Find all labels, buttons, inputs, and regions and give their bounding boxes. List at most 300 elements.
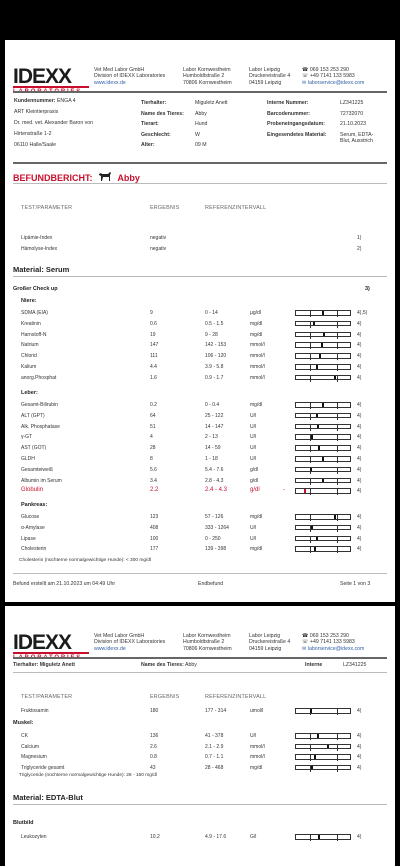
result-row bbox=[5, 341, 395, 350]
row-result: 43 bbox=[150, 764, 156, 771]
row-note: 4) bbox=[357, 477, 362, 484]
result-row bbox=[5, 535, 395, 544]
site-kornwestheim-p2: Labor Kornwestheim Humboldtstraße 2 70806 Kornwestheim bbox=[183, 633, 232, 652]
result-marker bbox=[314, 547, 316, 551]
range-bar bbox=[295, 445, 351, 451]
animal-values: Miguletz Anett Abby Hund W 09 M bbox=[195, 100, 228, 148]
result-marker bbox=[327, 745, 329, 749]
range-limit bbox=[337, 375, 338, 382]
row-unit: U/l bbox=[250, 412, 257, 419]
row-reference: 1 - 18 bbox=[205, 456, 218, 462]
row-result: 0.6 bbox=[150, 320, 157, 327]
row-parameter: Gesamt-Bilirubin bbox=[21, 402, 58, 408]
footer-status: Endbefund bbox=[198, 581, 224, 587]
row-reference: 0.9 - 1.7 bbox=[205, 374, 224, 381]
range-limit bbox=[337, 424, 338, 431]
range-limit bbox=[337, 708, 338, 715]
result-row bbox=[5, 524, 395, 533]
row-parameter: AST (GOT) bbox=[21, 445, 47, 452]
range-limit bbox=[310, 402, 311, 409]
footer-page: Seite 1 von 3 bbox=[340, 581, 371, 587]
row-unit: mg/dl bbox=[250, 546, 263, 553]
range-limit bbox=[337, 456, 338, 463]
range-limit bbox=[310, 488, 311, 495]
p2-col-test: TEST/PARAMETER bbox=[21, 694, 73, 700]
range-bar bbox=[295, 467, 351, 473]
row-parameter: α-Amylase bbox=[21, 524, 45, 531]
range-bar bbox=[295, 332, 351, 338]
row-result: 136 bbox=[150, 733, 159, 739]
customer-block: Kundennummer: ENGA 4 ART Kleintierpraxis Dr. med. vet. Alexander Baron von Hirtenstraße 1-2 06110 Halle/Saale bbox=[14, 98, 94, 148]
row-result: 4 bbox=[150, 434, 153, 441]
range-bar bbox=[295, 514, 351, 520]
row-parameter: SDMA (EIA) bbox=[21, 310, 48, 316]
range-limit bbox=[310, 332, 311, 339]
result-row bbox=[5, 707, 395, 716]
result-row bbox=[5, 374, 395, 383]
result-row bbox=[5, 309, 395, 318]
range-limit bbox=[337, 332, 338, 339]
idexx-logo-p2: IDEXX bbox=[13, 634, 89, 662]
result-marker bbox=[334, 515, 336, 519]
result-marker bbox=[304, 489, 306, 493]
row-parameter: Lipämie-Index bbox=[21, 235, 53, 241]
range-bar bbox=[295, 364, 351, 370]
row-unit: mg/dl bbox=[250, 764, 263, 771]
footer-divider bbox=[13, 573, 387, 574]
range-limit bbox=[337, 754, 338, 761]
row-unit: mmol/l bbox=[250, 743, 265, 750]
check-note: 3) bbox=[365, 286, 370, 292]
row-reference: 14 - 147 bbox=[205, 423, 224, 430]
row-reference: 3.9 - 5.8 bbox=[205, 364, 224, 370]
site-leipzig-p2: Labor Leipzig Druckereistraße 4 04159 Leipzig bbox=[249, 633, 291, 652]
row-unit: mmol/l bbox=[250, 754, 265, 760]
range-limit bbox=[337, 467, 338, 474]
range-limit bbox=[337, 342, 338, 349]
report-title: BEFUNDBERICHT: Abby bbox=[13, 173, 140, 183]
title-divider bbox=[13, 183, 387, 184]
row-note: 4) bbox=[357, 320, 362, 327]
contact-info: ☎ 069 153 253 290 ☏ +49 7141 133 5983 ✉ laborservice@idexx.com bbox=[302, 67, 365, 86]
range-limit bbox=[337, 445, 338, 452]
range-bar bbox=[295, 402, 351, 408]
range-bar bbox=[295, 478, 351, 484]
row-note: 4) bbox=[357, 456, 362, 462]
range-limit bbox=[337, 765, 338, 772]
result-marker bbox=[322, 479, 324, 483]
range-limit bbox=[337, 402, 338, 409]
row-unit: U/l bbox=[250, 423, 257, 430]
row-reference: 25 - 122 bbox=[205, 412, 224, 419]
range-limit bbox=[310, 413, 311, 420]
row-note: 4) bbox=[357, 524, 362, 531]
row-unit: mg/dl bbox=[250, 320, 263, 327]
row-unit: U/l bbox=[250, 456, 257, 462]
p2-interne-label: Interne bbox=[305, 662, 323, 668]
row-note: 4) bbox=[357, 412, 362, 419]
site-leipzig: Labor Leipzig Druckereistraße 4 04159 Leipzig bbox=[249, 67, 291, 86]
row-result: 100 bbox=[150, 535, 159, 542]
result-row bbox=[5, 732, 395, 741]
range-bar bbox=[295, 321, 351, 327]
row-reference: 0 - 0.4 bbox=[205, 402, 220, 408]
range-limit bbox=[310, 364, 311, 371]
p2-blutbild: Blutbild bbox=[13, 820, 34, 826]
result-marker bbox=[318, 835, 320, 839]
row-result: 10.2 bbox=[150, 834, 160, 840]
result-row bbox=[5, 513, 395, 522]
row-note: 4) bbox=[357, 353, 362, 360]
row-reference: 333 - 1264 bbox=[205, 524, 229, 531]
row-result: 9 bbox=[150, 310, 153, 316]
row-parameter: Leukozyten bbox=[21, 834, 47, 840]
range-limit bbox=[310, 546, 311, 553]
result-marker bbox=[311, 435, 313, 439]
company-info: Vet Med Labor GmbH Division of IDEXX Laboratories www.idexx.de bbox=[94, 67, 166, 86]
row-unit: U/l bbox=[250, 434, 257, 441]
result-marker bbox=[310, 468, 312, 472]
row-unit: mg/dl bbox=[250, 514, 263, 520]
result-marker bbox=[316, 414, 318, 418]
p2-tierhalter: Tierhalter: Miguletz Anett bbox=[13, 662, 75, 668]
range-limit bbox=[310, 525, 311, 532]
result-marker bbox=[322, 403, 324, 407]
group-label: Niere: bbox=[21, 298, 37, 304]
header-divider-p2 bbox=[13, 657, 387, 659]
range-bar bbox=[295, 434, 351, 440]
row-result: 4.4 bbox=[150, 364, 157, 370]
phone-icon: ☎ bbox=[302, 67, 310, 73]
row-reference: 139 - 398 bbox=[205, 546, 227, 553]
row-note: 4) bbox=[357, 764, 362, 771]
range-limit bbox=[337, 353, 338, 360]
range-bar bbox=[295, 424, 351, 430]
range-limit bbox=[310, 834, 311, 841]
fax-icon: ☏ bbox=[302, 639, 310, 646]
row-reference: 0.5 - 1.5 bbox=[205, 320, 224, 327]
row-result: 111 bbox=[150, 353, 158, 360]
row-reference: 14 - 59 bbox=[205, 445, 221, 452]
result-row bbox=[5, 444, 395, 453]
range-limit bbox=[310, 342, 311, 349]
report-page-1 bbox=[5, 40, 395, 602]
row-reference: 0 - 250 bbox=[205, 535, 221, 542]
row-note: 4) bbox=[357, 708, 362, 714]
range-bar bbox=[295, 525, 351, 531]
range-limit bbox=[310, 456, 311, 463]
row-note: 4) bbox=[357, 733, 362, 739]
p2-col-ref: REFERENZINTERVALL bbox=[205, 694, 267, 700]
row-unit: mg/dl bbox=[250, 331, 263, 338]
range-bar bbox=[295, 342, 351, 348]
range-limit bbox=[310, 514, 311, 521]
row-note: 4) bbox=[357, 834, 362, 840]
group-label: Leber: bbox=[21, 390, 38, 396]
row-reference: 28 - 468 bbox=[205, 764, 224, 771]
sample-values: LZ341225 72732070 21.10.2023 Serum, EDTA- Blut, Ausstrich bbox=[340, 100, 374, 144]
result-marker bbox=[321, 343, 323, 347]
range-bar bbox=[295, 456, 351, 462]
row-note: 4) bbox=[357, 488, 362, 495]
result-row bbox=[5, 466, 395, 475]
result-marker bbox=[317, 425, 319, 429]
row-flag: - bbox=[283, 487, 285, 494]
contact-info-p2: ☎ 069 153 253 290 ☏ +49 7141 133 5983 ✉ laborservice@idexx.com bbox=[302, 633, 365, 652]
result-row bbox=[5, 477, 395, 486]
range-limit bbox=[337, 525, 338, 532]
range-limit bbox=[310, 434, 311, 441]
range-limit bbox=[337, 514, 338, 521]
range-limit bbox=[310, 353, 311, 360]
fax-icon: ☏ bbox=[302, 73, 310, 80]
phone-icon: ☎ bbox=[302, 633, 310, 639]
row-result: 0.8 bbox=[150, 754, 157, 760]
row-parameter: Triglyceride gesamt bbox=[21, 764, 65, 771]
report-page-2: IDEXX Vet Med Labor GmbH Division of IDEXX Laboratories www.idexx.de Labor Kornwestheim Humboldtstraße 2 70806 Kornwestheim Labor Leipzig Druckereistraße 4 04159 Leipzig ☎ 069 153 253 290 ☏ +49 7141 133 5983 ✉ laborservice@idexx.com Tierhalter: Miguletz Anett Name des Tieres: Abby Interne LZ341225 TEST/PARAMETER ERGEBNIS REFERENZINTERVALL Fruktosamin 180 177 - 314 umol/l 4) Muskel: CK 136 41 - 378 U/l 4) Calcium 2.6 2.1 - 2.9 mmol/l 4) Magnesium 0.8 0.7 - 1.1 mmol/l 4) Triglyceride gesamt 43 28 - 468 mg/dl 4) Triglyceride (nüchterne normalgewichtige Hunde): 28 - 150 mg/dl Material: EDTA-Blut Blutbild Leukozyten 10.2 4.9 - 17.6 G/l 4) bbox=[5, 606, 395, 866]
row-reference: 57 - 126 bbox=[205, 514, 224, 520]
p2-trig-note: Triglyceride (nüchterne normalgewichtige Hunde): 28 - 150 mg/dl bbox=[19, 773, 157, 778]
row-note: 4) bbox=[357, 743, 362, 750]
result-row bbox=[5, 545, 395, 554]
col-test: TEST/PARAMETER bbox=[21, 205, 73, 211]
range-limit bbox=[337, 834, 338, 841]
row-reference: 5.4 - 7.6 bbox=[205, 466, 224, 473]
result-row bbox=[5, 401, 395, 410]
range-bar bbox=[295, 310, 351, 316]
result-row bbox=[5, 433, 395, 442]
range-limit bbox=[337, 310, 338, 317]
range-limit bbox=[310, 424, 311, 431]
row-reference: 0 - 14 bbox=[205, 310, 218, 316]
row-unit: µg/dl bbox=[250, 310, 261, 316]
material-serum: Material: Serum bbox=[13, 265, 70, 274]
result-row bbox=[5, 320, 395, 329]
row-note: 1) bbox=[357, 235, 362, 241]
range-limit bbox=[310, 744, 311, 751]
row-parameter: Albumin im Serum bbox=[21, 477, 62, 484]
row-result: 180 bbox=[150, 708, 159, 714]
p2-interne: LZ341225 bbox=[343, 662, 367, 668]
row-unit: U/l bbox=[250, 733, 257, 739]
result-marker bbox=[310, 709, 312, 713]
row-parameter: Lipase bbox=[21, 535, 36, 542]
result-row bbox=[5, 352, 395, 361]
row-note: 4) bbox=[357, 466, 362, 473]
row-parameter: γ-GT bbox=[21, 434, 33, 441]
range-limit bbox=[310, 478, 311, 485]
dog-icon bbox=[97, 171, 113, 182]
company-info-p2: Vet Med Labor GmbH Division of IDEXX Laboratories www.idexx.de bbox=[94, 633, 166, 652]
row-result: 2.2 bbox=[150, 487, 159, 494]
range-limit bbox=[310, 733, 311, 740]
row-result: 64 bbox=[150, 412, 156, 419]
row-parameter: ALT (GPT) bbox=[21, 412, 45, 419]
range-limit bbox=[337, 733, 338, 740]
p2-muskel-label: Muskel: bbox=[13, 720, 34, 726]
row-parameter: Glucose bbox=[21, 514, 40, 520]
row-unit: g/dl bbox=[250, 477, 259, 484]
mail-icon: ✉ bbox=[302, 645, 308, 652]
result-marker bbox=[316, 537, 318, 541]
p2-patient-divider bbox=[13, 672, 387, 673]
row-note: 4) bbox=[357, 342, 362, 349]
row-note: 4) bbox=[357, 331, 362, 338]
result-row bbox=[5, 234, 395, 243]
result-row bbox=[5, 245, 395, 254]
row-unit: g/dl bbox=[250, 466, 259, 473]
range-bar bbox=[295, 488, 351, 494]
range-limit bbox=[337, 321, 338, 328]
result-marker bbox=[334, 376, 336, 380]
row-note: 4) bbox=[357, 546, 362, 553]
result-row bbox=[5, 743, 395, 752]
group-label: Pankreas: bbox=[21, 502, 48, 508]
row-result: 0.2 bbox=[150, 402, 157, 408]
row-result: 19 bbox=[150, 331, 156, 338]
row-unit: G/l bbox=[250, 834, 257, 840]
range-bar bbox=[295, 375, 351, 381]
row-unit: mmol/l bbox=[250, 353, 265, 360]
row-unit: mmol/l bbox=[250, 364, 265, 370]
row-reference: 4.9 - 17.6 bbox=[205, 834, 227, 840]
row-reference: 142 - 153 bbox=[205, 342, 227, 349]
result-marker bbox=[313, 322, 315, 326]
result-row bbox=[5, 363, 395, 372]
row-unit: g/dl bbox=[250, 487, 260, 494]
row-result: 5.6 bbox=[150, 466, 157, 473]
row-reference: 41 - 378 bbox=[205, 733, 224, 739]
col-result: ERGEBNIS bbox=[150, 205, 180, 211]
row-result: 123 bbox=[150, 514, 159, 520]
row-reference: 0.7 - 1.1 bbox=[205, 754, 224, 760]
row-result: 1.6 bbox=[150, 374, 157, 381]
range-bar bbox=[295, 536, 351, 542]
range-limit bbox=[337, 434, 338, 441]
patient-divider bbox=[13, 162, 387, 164]
result-marker bbox=[314, 755, 316, 759]
range-limit bbox=[310, 445, 311, 452]
row-parameter: Globulin bbox=[21, 487, 44, 494]
range-limit bbox=[337, 478, 338, 485]
row-reference: 2 - 13 bbox=[205, 434, 218, 441]
result-marker bbox=[316, 365, 318, 369]
row-parameter: Alk. Phosphatase bbox=[21, 423, 60, 430]
result-row bbox=[5, 833, 395, 842]
row-note: 4) bbox=[357, 535, 362, 542]
row-parameter: anorg.Phosphat bbox=[21, 374, 57, 381]
row-result: 147 bbox=[150, 342, 159, 349]
idexx-logo: IDEXX bbox=[13, 68, 89, 96]
range-bar bbox=[295, 546, 351, 552]
range-bar bbox=[295, 765, 351, 771]
row-note: 4) bbox=[357, 402, 362, 408]
row-parameter: Magnesium bbox=[21, 754, 47, 760]
sample-labels: Interne Nummer: Barcodenummer: Probeneingangsdatum: Eingesendetes Material: bbox=[267, 100, 327, 138]
row-result: 3.4 bbox=[150, 477, 157, 484]
range-bar bbox=[295, 708, 351, 714]
row-parameter: Calcium bbox=[21, 743, 40, 750]
row-parameter: Gesamteiweiß bbox=[21, 466, 53, 473]
result-marker bbox=[311, 526, 313, 530]
row-parameter: CK bbox=[21, 733, 28, 739]
range-bar bbox=[295, 733, 351, 739]
row-reference: 177 - 314 bbox=[205, 708, 227, 714]
row-note: 4) bbox=[357, 423, 362, 430]
mail-icon: ✉ bbox=[302, 79, 308, 86]
result-row bbox=[5, 764, 395, 773]
result-marker bbox=[318, 446, 320, 450]
range-bar bbox=[295, 413, 351, 419]
row-unit: U/l bbox=[250, 445, 257, 452]
p2-material-edta: Material: EDTA-Blut bbox=[13, 793, 83, 802]
range-limit bbox=[310, 754, 311, 761]
row-reference: 2.4 - 4.3 bbox=[205, 487, 228, 494]
row-result: negativ bbox=[150, 246, 167, 252]
row-unit: U/l bbox=[250, 535, 257, 542]
p2-col-result: ERGEBNIS bbox=[150, 694, 180, 700]
footer-created: Befund erstellt am 21.10.2023 um 04:49 Uhr bbox=[13, 581, 116, 587]
row-result: 2.6 bbox=[150, 743, 157, 750]
row-note: 4) bbox=[357, 754, 362, 760]
row-parameter: Fruktosamin bbox=[21, 708, 49, 714]
range-limit bbox=[337, 546, 338, 553]
row-result: 51 bbox=[150, 423, 156, 430]
row-unit: U/l bbox=[250, 524, 257, 531]
range-limit bbox=[337, 536, 338, 543]
range-limit bbox=[337, 413, 338, 420]
row-result: 177 bbox=[150, 546, 159, 553]
header-divider bbox=[13, 91, 387, 93]
range-limit bbox=[310, 310, 311, 317]
site-kornwestheim: Labor Kornwestheim Humboldtstraße 2 70806 Kornwestheim bbox=[183, 67, 232, 86]
result-marker bbox=[323, 333, 325, 337]
row-unit: umol/l bbox=[250, 708, 264, 714]
check-title: Großer Check up bbox=[13, 286, 58, 292]
range-limit bbox=[337, 744, 338, 751]
serum-divider bbox=[13, 276, 387, 277]
result-row bbox=[5, 331, 395, 340]
row-reference: 2.8 - 4.3 bbox=[205, 477, 224, 484]
result-row bbox=[5, 753, 395, 762]
row-parameter: Kalium bbox=[21, 364, 37, 370]
row-parameter: Natrium bbox=[21, 342, 39, 349]
row-reference: 9 - 28 bbox=[205, 331, 218, 338]
cholesterin-note: Cholesterin (nüchterne normalgewichtige Hunde): < 300 mg/dl bbox=[19, 558, 152, 563]
range-limit bbox=[310, 536, 311, 543]
row-result: 408 bbox=[150, 524, 159, 531]
result-marker bbox=[311, 766, 313, 770]
row-parameter: Harnstoff-N bbox=[21, 331, 47, 338]
range-bar bbox=[295, 353, 351, 359]
range-bar bbox=[295, 834, 351, 840]
result-row bbox=[5, 487, 395, 496]
row-note: 2) bbox=[357, 246, 362, 252]
row-result: 8 bbox=[150, 456, 153, 462]
range-limit bbox=[337, 488, 338, 495]
row-unit: mmol/l bbox=[250, 374, 265, 381]
col-ref: REFERENZINTERVALL bbox=[205, 205, 267, 211]
result-row bbox=[5, 455, 395, 464]
range-limit bbox=[310, 321, 311, 328]
row-note: 4) bbox=[357, 374, 362, 381]
row-result: negativ bbox=[150, 235, 167, 241]
result-marker bbox=[319, 354, 321, 358]
row-note: 4),5) bbox=[357, 310, 368, 316]
row-unit: mg/dl bbox=[250, 402, 263, 408]
animal-labels: Tierhalter: Name des Tieres: Tierart: Geschlecht: Alter: bbox=[141, 100, 184, 148]
range-bar bbox=[295, 744, 351, 750]
